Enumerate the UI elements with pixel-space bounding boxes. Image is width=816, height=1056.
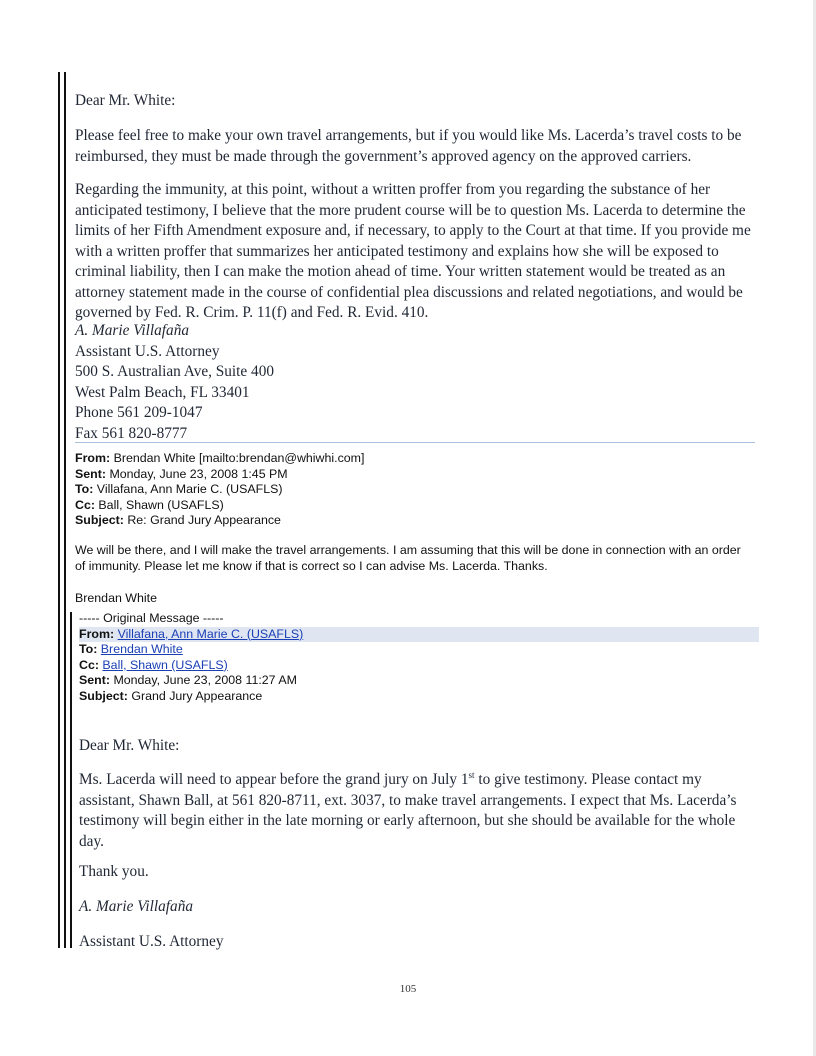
reply-paragraph-1: Please feel free to make your own travel arrangements, but if you would like Ms. Lacerda’s travel costs to be reimbursed, they must be made through the government’s approved agency on the approved carriers. [75, 127, 742, 165]
from-value: Brendan White [mailto:brendan@whiwhi.com] [113, 451, 365, 465]
original-sent-label: Sent: [79, 673, 110, 688]
signature-address-2: West Palm Beach, FL 33401 [75, 383, 250, 401]
signature-fax: Fax 561 820-8777 [75, 424, 188, 442]
page-number: 105 [399, 983, 417, 995]
original-sent-line [79, 673, 759, 689]
original-thanks: Thank you. [79, 863, 149, 880]
original-from-link[interactable]: Villafana, Ann Marie C. (USAFLS) [117, 626, 304, 641]
quote-bar-nested [70, 612, 72, 948]
header-divider [75, 442, 755, 443]
signature-name: A. Marie Villafaña [75, 322, 190, 339]
original-salutation: Dear Mr. White: [79, 737, 180, 754]
message1-cc-line [75, 498, 755, 514]
signature-title: Assistant U.S. Attorney [75, 342, 220, 360]
reply-paragraph-2: Regarding the immunity, at this point, without a written proffer from you regarding the substance of her anticipated testimony, I believe that the more prudent course will be to question Ms. Lacerda to determine the limits of her Fifth Amendment exposure and, if necessary, to apply to the Court at that time. If you provide me with a written proffer that summarizes her anticipated testimony and explains how she will be exposed to criminal liability, then I can make the motion ahead of time. Your written statement would be treated as an attorney statement made in the course of confidential plea discussions and related negotiations, and would be governed by Fed. R. Crim. P. 11(f) and Fed. R. Evid. 410. [75, 181, 751, 321]
original-subject-line [79, 689, 759, 705]
original-to-link[interactable]: Brendan White [100, 642, 183, 657]
quote-bar-outer [58, 72, 60, 948]
original-from-label: From: [79, 626, 115, 641]
original-to-label: To: [79, 642, 98, 657]
message1-sent-line [75, 467, 755, 483]
original-cc-line [79, 658, 759, 674]
subject-label: Subject: [75, 513, 124, 528]
original-cc-link[interactable]: Ball, Shawn (USAFLS) [102, 657, 228, 672]
original-divider: ----- Original Message ----- [79, 611, 224, 625]
original-subject-label: Subject: [79, 688, 128, 703]
sent-label: Sent: [75, 466, 106, 481]
to-label: To: [75, 482, 94, 497]
message1-to-line [75, 482, 755, 498]
reply-salutation: Dear Mr. White: [75, 92, 176, 109]
original-body-rest: to give testimony. Please contact my assistant, Shawn Ball, at 561 820-8711, ext. 3037, to make travel arrangements. I expect that Ms. Lacerda’s testimony will begin either in the late morning or early afternoon, but she should be available for the whole day. [79, 771, 737, 850]
subject-value: Re: Grand Jury Appearance [127, 513, 281, 528]
message1-subject-line [75, 513, 755, 529]
to-value: Villafana, Ann Marie C. (USAFLS) [96, 482, 283, 497]
signature-phone: Phone 561 209-1047 [75, 404, 203, 421]
reply-signature [75, 321, 475, 444]
cc-value: Ball, Shawn (USAFLS) [98, 497, 224, 512]
original-body-superscript: st [468, 769, 475, 780]
original-header [79, 611, 759, 705]
original-subject-value: Grand Jury Appearance [131, 688, 263, 703]
original-sent-value: Monday, June 23, 2008 11:27 AM [113, 673, 297, 688]
original-body [79, 770, 747, 852]
original-body-start: Ms. Lacerda will need to appear before the grand jury on July 1 [79, 771, 469, 788]
original-signature-name: A. Marie Villafaña [79, 898, 194, 915]
original-from-line [79, 627, 759, 643]
message1-signoff: Brendan White [75, 591, 157, 605]
original-to-line [79, 642, 759, 658]
quote-bar-inner [64, 72, 66, 948]
message1-header [75, 451, 755, 529]
original-signature-title: Assistant U.S. Attorney [79, 933, 224, 950]
from-label: From: [75, 451, 111, 465]
cc-label: Cc: [75, 497, 95, 512]
signature-address-1: 500 S. Australian Ave, Suite 400 [75, 363, 274, 380]
message1-from-line [75, 451, 755, 467]
message1-body: We will be there, and I will make the travel arrangements. I am assuming that this will be done in connection with an order of immunity. Please let me know if that is correct so I can advise Ms. Lacerda. Thanks. [75, 543, 741, 573]
sent-value: Monday, June 23, 2008 1:45 PM [109, 466, 288, 481]
original-cc-label: Cc: [79, 657, 99, 672]
